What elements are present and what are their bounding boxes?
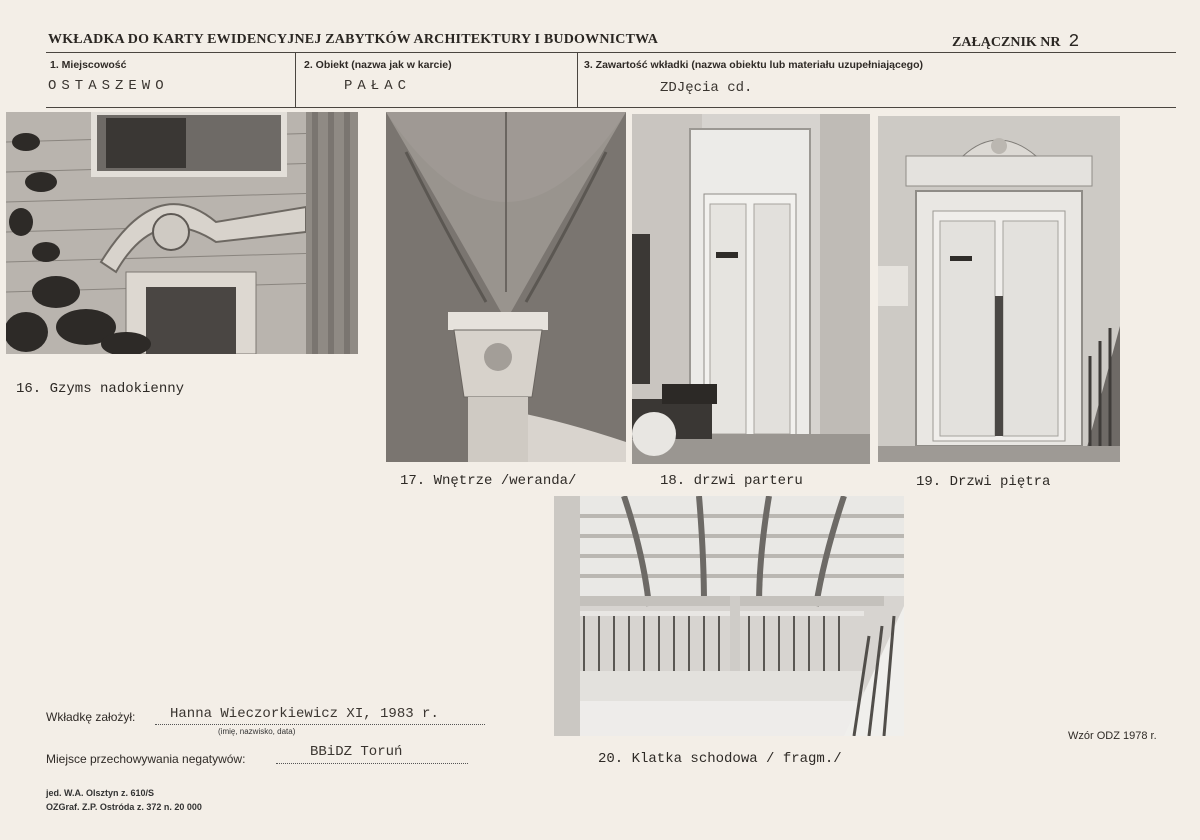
field-divider-1 (295, 53, 296, 107)
print-line-2: OZGraf. Z.P. Ostróda z. 372 n. 20 000 (46, 802, 202, 812)
print-line-1: jed. W.A. Olsztyn z. 610/S (46, 788, 155, 798)
content-label: 3. Zawartość wkładki (nazwa obiektu lub materiału uzupełniającego) (584, 59, 923, 71)
header-top-rule (46, 52, 1176, 53)
annex-number: 2 (1068, 32, 1080, 52)
photo-16-window-cornice (6, 112, 358, 354)
locality-label: 1. Miejscowość (50, 59, 127, 71)
caption-photo-19: 19. Drzwi piętra (916, 474, 1051, 490)
caption-photo-20: 20. Klatka schodowa / fragm./ (598, 751, 842, 767)
locality-value: OSTASZEWO (48, 78, 169, 94)
photo-17-vault-capital (386, 112, 626, 462)
object-label: 2. Obiekt (nazwa jak w karcie) (304, 59, 452, 71)
caption-photo-18: 18. drzwi parteru (660, 473, 803, 489)
annex-label (952, 32, 1079, 52)
founder-dotted-line (155, 724, 485, 725)
sheet-title: WKŁADKA DO KARTY EWIDENCYJNEJ ZABYTKÓW ARCHITEKTURY I BUDOWNICTWA (48, 32, 659, 47)
caption-photo-16: 16. Gzyms nadokienny (16, 381, 185, 397)
negatives-label: Miejsce przechowywania negatywów: (46, 752, 246, 766)
photo-19-upperfloor-door (878, 116, 1120, 462)
photo-20-staircase-skylight (554, 496, 904, 736)
caption-photo-17: 17. Wnętrze /weranda/ (400, 473, 577, 489)
annex-label-text: ZAŁĄCZNIK NR (952, 35, 1061, 50)
form-id: Wzór ODZ 1978 r. (1068, 730, 1157, 742)
founder-hint: (imię, nazwisko, data) (218, 727, 296, 736)
header-bottom-rule (46, 107, 1176, 108)
negatives-dotted-line (276, 763, 468, 764)
content-value: ZDJęcia cd. (660, 80, 753, 96)
founder-value: Hanna Wieczorkiewicz XI, 1983 r. (170, 706, 439, 722)
negatives-value: BBiDZ Toruń (310, 744, 403, 760)
founder-label: Wkładkę założył: (46, 710, 136, 724)
object-value: PAŁAC (344, 78, 412, 94)
photo-18-groundfloor-door (632, 114, 870, 464)
field-divider-2 (577, 53, 578, 107)
